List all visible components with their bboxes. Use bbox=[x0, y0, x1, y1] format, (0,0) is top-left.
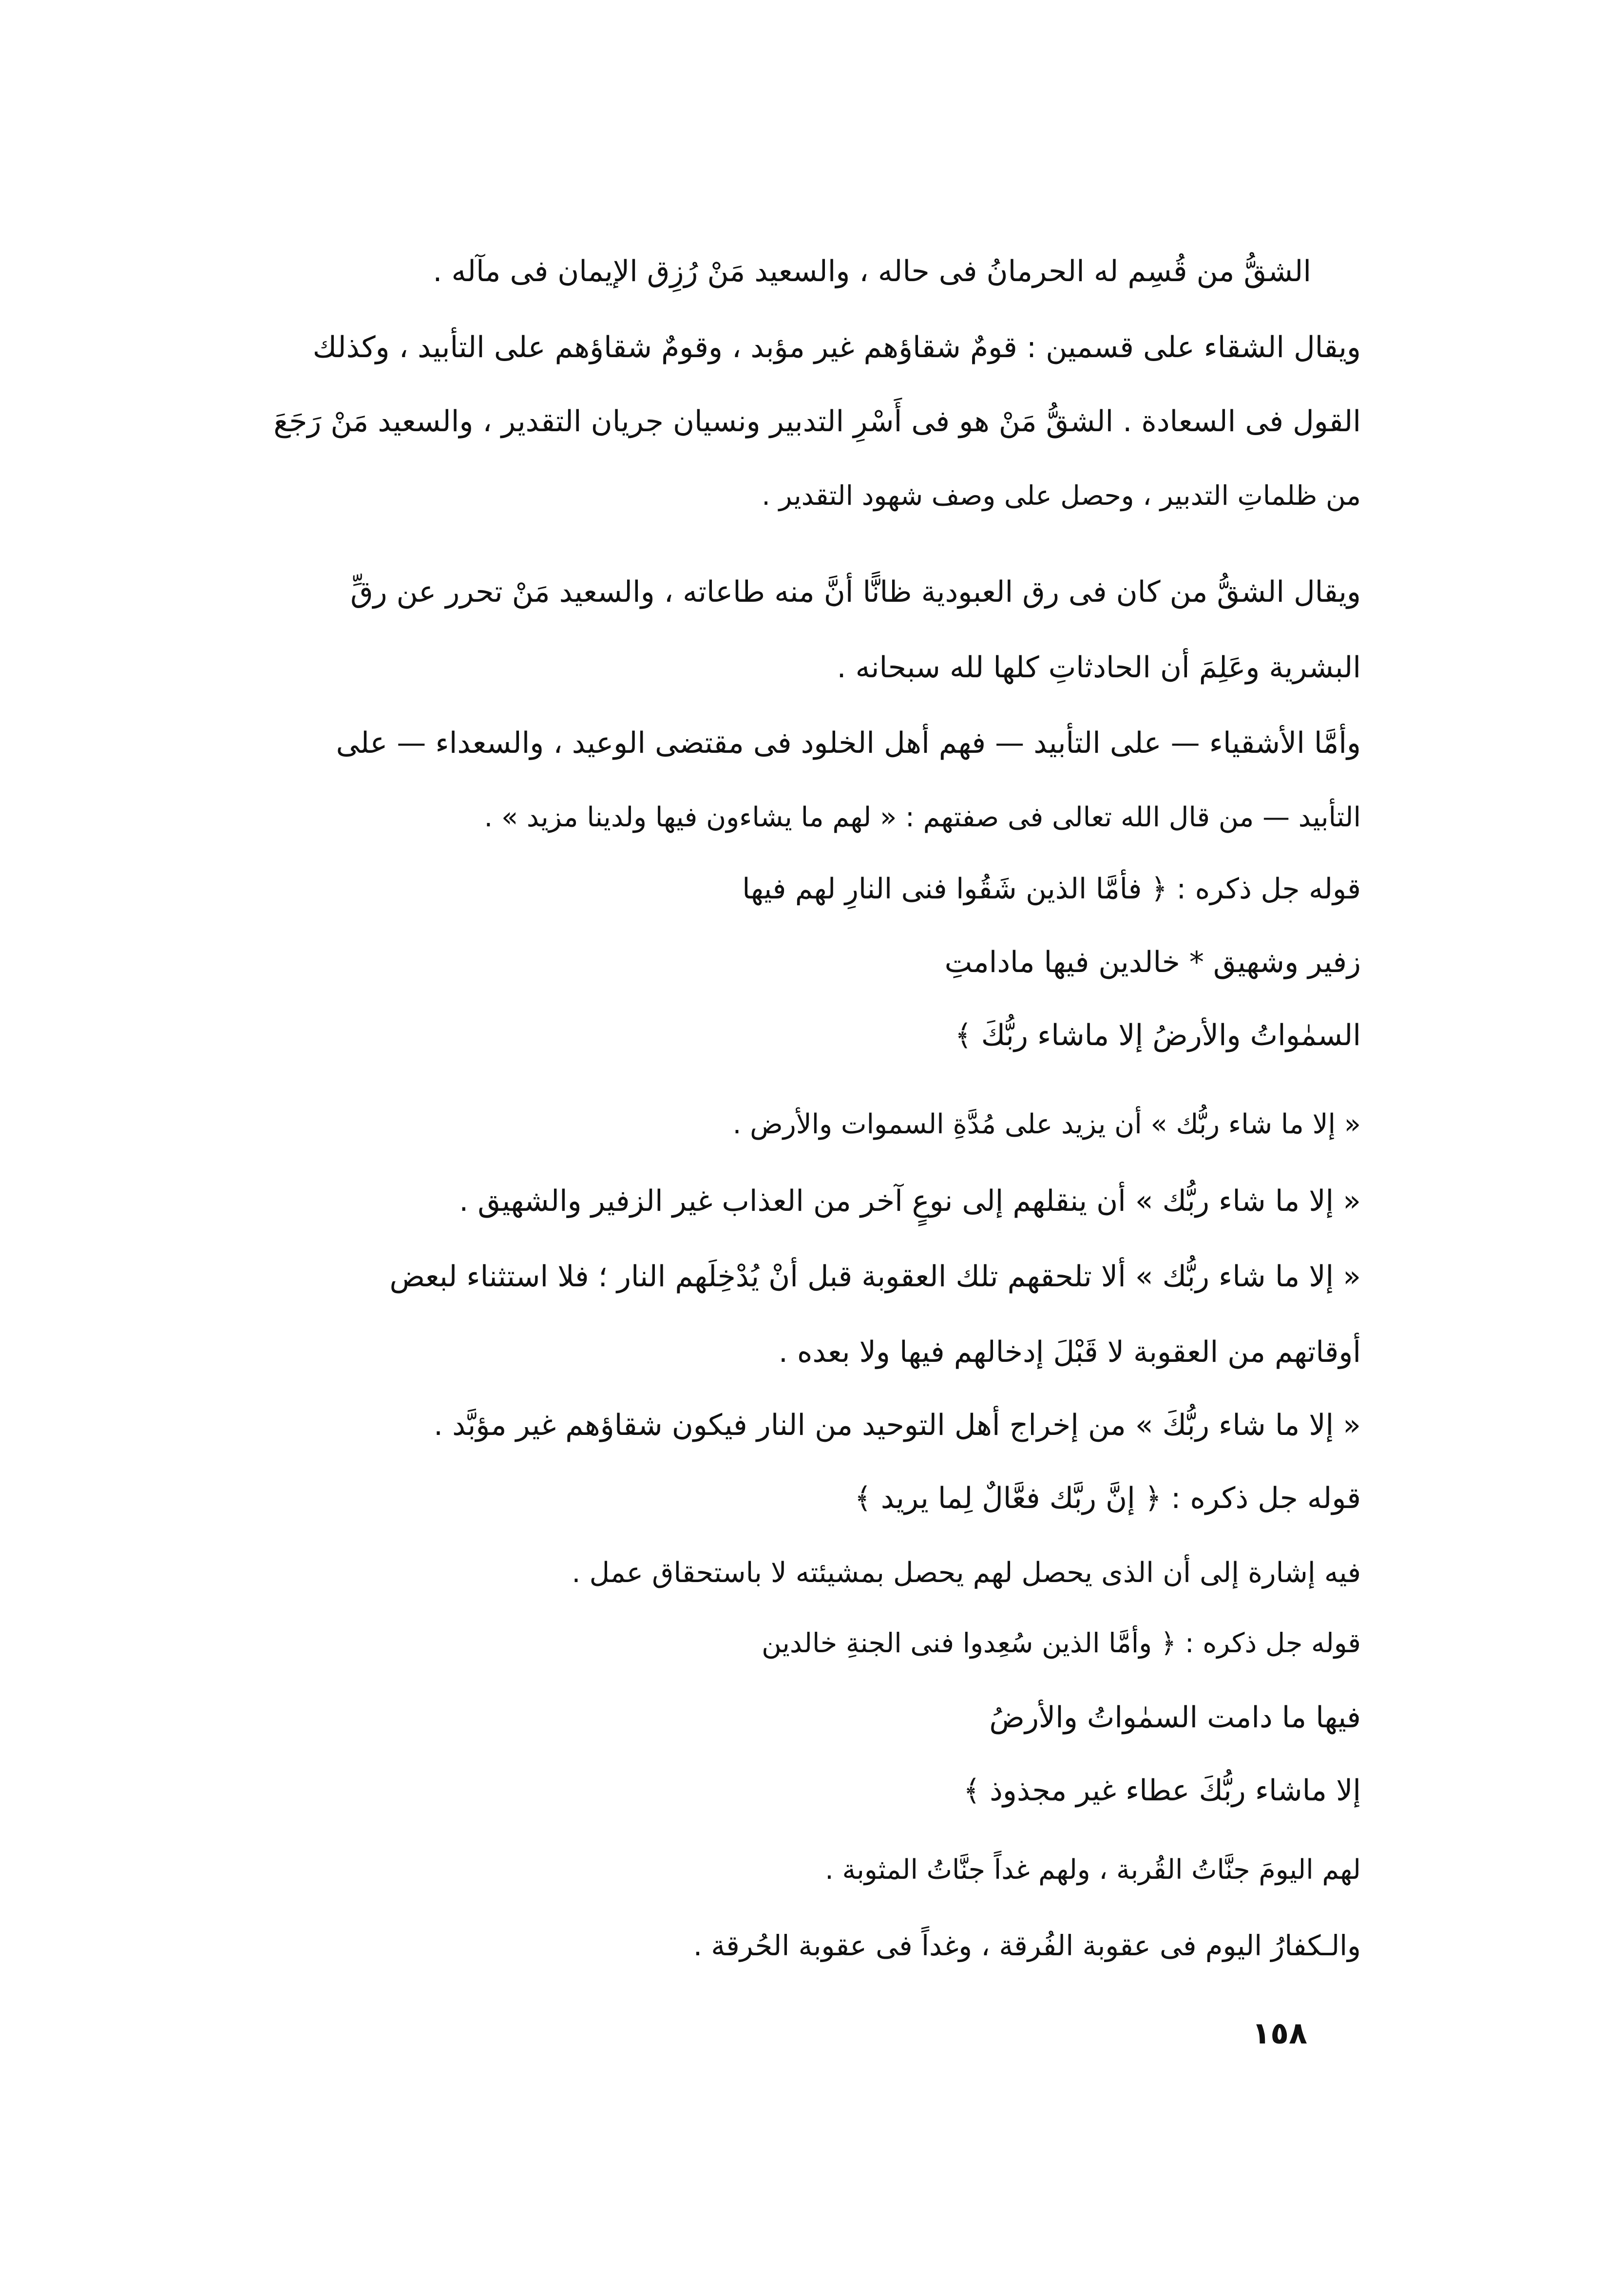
text-line: من ظلماتِ التدبير ، وحصل على وصف شهود التقدير . bbox=[762, 480, 1361, 512]
quran-verse-line: قوله جل ذكره : ﴿ فأمَّا الذين شَقُوا فنى النارِ لهم فيها bbox=[742, 872, 1361, 905]
quran-verse-line: قوله جل ذكره : ﴿ وأمَّا الذين سُعِدوا فنى الجنةِ خالدين bbox=[762, 1627, 1361, 1659]
text-line: الشقُّ من قُسِم له الحرمانُ فى حاله ، والسعيد مَنْ رُزِق الإيمان فى مآله . bbox=[433, 254, 1311, 288]
quran-verse-line: زفير وشهيق * خالدين فيها مادامتِ bbox=[944, 945, 1361, 979]
text-line: البشرية وعَلِمَ أن الحادثاتِ كلها لله سبحانه . bbox=[837, 650, 1361, 685]
text-line: أوقاتهم من العقوبة لا قَبْلَ إدخالهم فيها ولا بعده . bbox=[778, 1335, 1361, 1369]
text-line: والـكفارُ اليوم فى عقوبة الفُرقة ، وغداً فى عقوبة الحُرقة . bbox=[693, 1929, 1361, 1962]
quran-verse-line: السمٰواتُ والأرضُ إلا ماشاء ربُّكَ ﴾ bbox=[955, 1018, 1361, 1052]
quran-verse-line: فيها ما دامت السمٰواتُ والأرضُ bbox=[989, 1700, 1361, 1735]
text-line: فيه إشارة إلى أن الذى يحصل لهم يحصل بمشيئته لا باستحقاق عمل . bbox=[572, 1557, 1361, 1589]
quran-verse-line: إلا ماشاء ربُّكَ عطاء غير مجذوذ ﴾ bbox=[963, 1774, 1361, 1808]
text-line: « إلا ما شاء ربُّك » ألا تلحقهم تلك العقوبة قبل أنْ يُدْخِلَهم النار ؛ فلا استثناء لبعض bbox=[389, 1260, 1361, 1294]
text-line: « إلا ما شاء ربُّك » أن ينقلهم إلى نوعٍ آخر من العذاب غير الزفير والشهيق . bbox=[459, 1184, 1361, 1218]
text-line: التأبيد — من قال الله تعالى فى صفتهم : « لهم ما يشاءون فيها ولدينا مزيد » . bbox=[484, 802, 1361, 833]
quran-verse-line: قوله جل ذكره : ﴿ إنَّ ربَّك فعَّالٌ لِما يريد ﴾ bbox=[854, 1481, 1361, 1515]
text-line: ويقال الشقاء على قسمين : قومٌ شقاؤهم غير مؤبد ، وقومٌ شقاؤهم على التأبيد ، وكذلك bbox=[312, 330, 1361, 364]
text-line: وأمَّا الأشقياء — على التأبيد — فهم أهل الخلود فى مقتضى الوعيد ، والسعداء — على bbox=[336, 726, 1361, 760]
text-line: « إلا ما شاء ربُّك » أن يزيد على مُدَّةِ السموات والأرض . bbox=[732, 1108, 1361, 1140]
text-line: ويقال الشقُّ من كان فى رق العبودية ظانًّا أنَّ منه طاعاته ، والسعيد مَنْ تحرر عن رقِّ bbox=[350, 575, 1361, 609]
page-number: ١٥٨ bbox=[1252, 2015, 1307, 2051]
text-line: لهم اليومَ جنَّاتُ القُربة ، ولهم غداً جنَّاتُ المثوبة . bbox=[825, 1854, 1361, 1886]
text-line: « إلا ما شاء ربُّكَ » من إخراج أهل التوحيد من النار فيكون شقاؤهم غير مؤبَّد . bbox=[433, 1408, 1361, 1442]
text-line: القول فى السعادة . الشقُّ مَنْ هو فى أَسْرِ التدبير ونسيان جريان التقدير ، والسعيد مَنْ رَجَعَ bbox=[273, 404, 1361, 439]
